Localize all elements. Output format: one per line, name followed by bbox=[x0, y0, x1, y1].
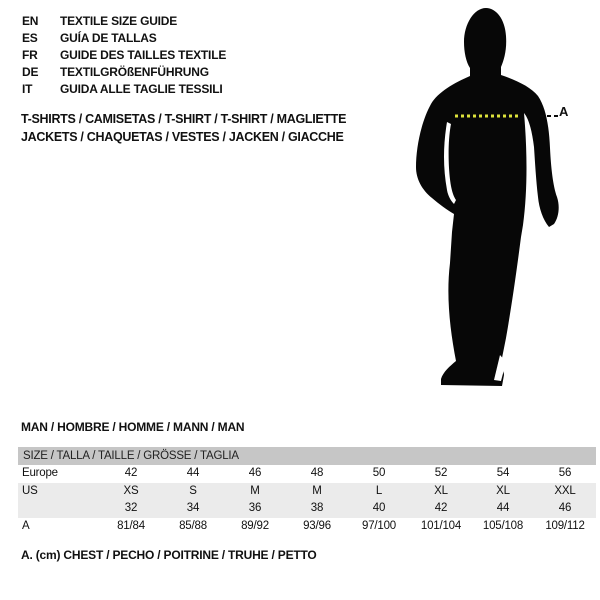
table-cell: 48 bbox=[310, 467, 324, 479]
man-body-shape bbox=[416, 8, 559, 386]
table-cell: L bbox=[375, 484, 383, 497]
table-cell: M bbox=[312, 484, 322, 497]
table-cell: 40 bbox=[372, 502, 386, 514]
table-row-chest-a bbox=[18, 518, 596, 536]
language-row-es bbox=[22, 30, 226, 47]
measure-label-a: A bbox=[559, 104, 569, 119]
row-label: US bbox=[22, 484, 38, 497]
language-code: ES bbox=[22, 31, 38, 45]
row-label: Europe bbox=[22, 467, 58, 479]
table-cell: 81/84 bbox=[117, 519, 145, 532]
language-label: GUIDE DES TAILLES TEXTILE bbox=[60, 48, 227, 62]
row-label: A bbox=[22, 519, 30, 532]
section-title-man: MAN / HOMBRE / HOMME / MANN / MAN bbox=[21, 420, 245, 434]
language-label: GUIDA ALLE TAGLIE TESSILI bbox=[60, 82, 223, 96]
language-code: IT bbox=[22, 82, 33, 96]
table-cell: 109/112 bbox=[545, 519, 585, 532]
table-cell: 85/88 bbox=[179, 519, 207, 532]
table-cell: 38 bbox=[310, 502, 324, 514]
language-code: DE bbox=[22, 65, 39, 79]
language-label: TEXTILGRÖßENFÜHRUNG bbox=[60, 65, 209, 79]
table-cell: 97/100 bbox=[362, 519, 396, 532]
table-cell: 44 bbox=[496, 502, 510, 514]
table-cell: XL bbox=[496, 484, 510, 497]
measurement-legend: A. (cm) CHEST / PECHO / POITRINE / TRUHE / PETTO bbox=[21, 548, 317, 562]
table-cell: M bbox=[250, 484, 260, 497]
table-cell: 50 bbox=[372, 467, 386, 479]
table-cell: 46 bbox=[558, 502, 572, 514]
language-code: FR bbox=[22, 48, 38, 62]
table-cell: 54 bbox=[496, 467, 510, 479]
table-cell: 34 bbox=[186, 502, 200, 514]
language-label: TEXTILE SIZE GUIDE bbox=[60, 14, 178, 28]
table-header-row: SIZE / TALLA / TAILLE / GRÖSSE / TAGLIA bbox=[18, 447, 596, 465]
table-cell: 32 bbox=[124, 502, 138, 514]
table-cell: 52 bbox=[434, 467, 448, 479]
table-cell: XXL bbox=[554, 484, 576, 497]
table-cell: 89/92 bbox=[241, 519, 269, 532]
table-cell: 42 bbox=[124, 467, 138, 479]
category-tshirts: T-SHIRTS / CAMISETAS / T-SHIRT / T-SHIRT / MAGLIETTE bbox=[21, 112, 347, 126]
table-cell: XL bbox=[434, 484, 448, 497]
language-list bbox=[22, 13, 226, 98]
table-cell: 46 bbox=[248, 467, 262, 479]
language-row-fr bbox=[22, 47, 226, 64]
table-cell: 56 bbox=[558, 467, 572, 479]
table-cell: 93/96 bbox=[303, 519, 331, 532]
table-cell: 36 bbox=[248, 502, 262, 514]
table-cell: 101/104 bbox=[420, 519, 462, 532]
man-silhouette-figure bbox=[410, 0, 580, 400]
table-cell: 105/108 bbox=[482, 519, 524, 532]
language-label: GUÍA DE TALLAS bbox=[60, 31, 157, 45]
man-silhouette-svg bbox=[410, 0, 580, 400]
table-row-europe bbox=[18, 465, 596, 483]
table-cell: XS bbox=[123, 484, 139, 497]
table-cell: 42 bbox=[434, 502, 448, 514]
category-list bbox=[21, 110, 346, 146]
category-jackets: JACKETS / CHAQUETAS / VESTES / JACKEN / GIACCHE bbox=[21, 130, 344, 144]
size-table bbox=[18, 447, 596, 535]
language-code: EN bbox=[22, 14, 39, 28]
table-row-us-numeric bbox=[18, 500, 596, 518]
table-row-us bbox=[18, 483, 596, 501]
table-cell: 44 bbox=[186, 467, 200, 479]
row-label bbox=[18, 500, 100, 518]
table-cell: S bbox=[189, 484, 197, 497]
language-row-en bbox=[22, 13, 226, 30]
language-row-de bbox=[22, 64, 226, 81]
language-row-it bbox=[22, 81, 226, 98]
